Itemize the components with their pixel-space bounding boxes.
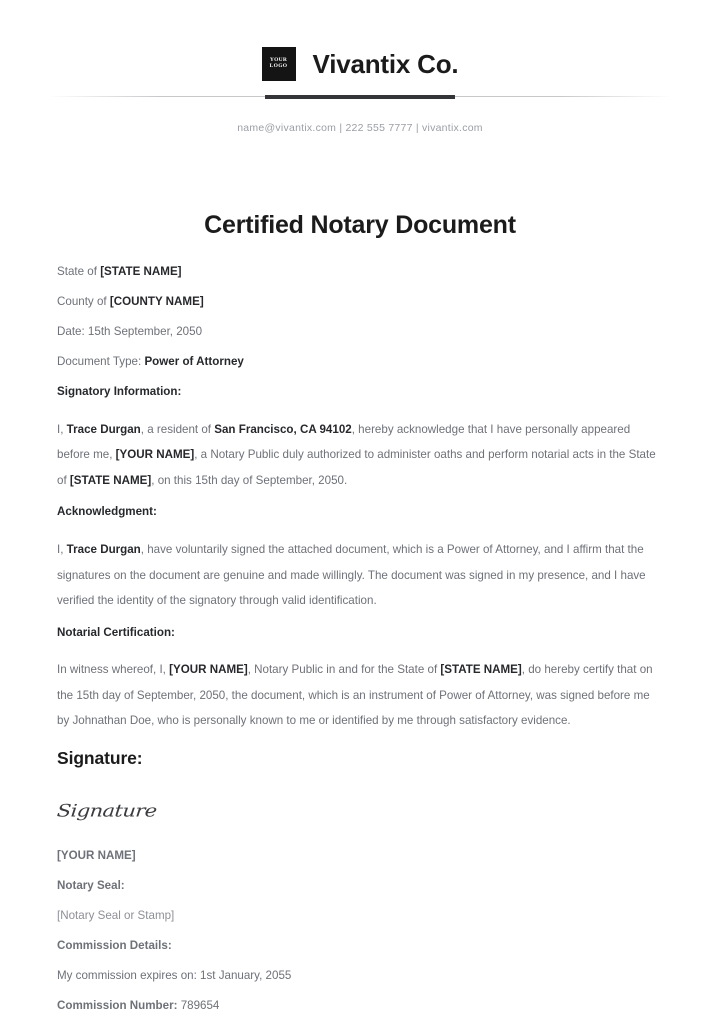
letterhead xyxy=(0,0,720,81)
page-title: Certified Notary Document xyxy=(204,211,516,239)
notarial-certification-paragraph xyxy=(57,657,665,734)
company-name: Vivantix Co. xyxy=(312,48,459,79)
logo-text-line-1: YOUR xyxy=(269,57,288,64)
commission-expiry: My commission expires on: 1st January, 2055 xyxy=(57,969,292,983)
field-document-type xyxy=(57,356,665,368)
signatory-your-name: [YOUR NAME] xyxy=(115,448,195,462)
commission-number-value: 789654 xyxy=(180,999,220,1013)
county-value: [COUNTY NAME] xyxy=(109,295,204,309)
certification-text-2: , Notary Public in and for the State of xyxy=(247,663,441,677)
notary-seal-heading xyxy=(57,880,665,892)
document-body xyxy=(0,266,720,1012)
certification-your-name: [YOUR NAME] xyxy=(169,663,248,677)
acknowledgment-text-2: , have voluntarily signed the attached document, which is a Power of Attorney, and I affirm that the signatures on the document are genuine and made willingly. The document was signed in my presence, and I have verified the identity of the signatory through valid identification. xyxy=(57,543,646,608)
contact-info: name@vivantix.com | 222 555 7777 | vivantix.com xyxy=(237,122,483,134)
header-divider xyxy=(0,95,720,99)
signatory-paragraph xyxy=(57,417,665,494)
field-county xyxy=(57,296,665,308)
signatory-text-2: , a resident of xyxy=(140,422,215,436)
field-date: Date: 15th September, 2050 xyxy=(57,325,203,339)
signatory-information-heading: Signatory Information: xyxy=(57,385,182,399)
signature-heading: Signature: xyxy=(57,747,143,768)
logo-text-line-2: LOGO xyxy=(269,63,288,69)
signatory-text-5: , on this 15th day of September, 2050. xyxy=(151,473,348,487)
handwritten-signature-mark: Signature xyxy=(56,800,158,821)
notary-details-block xyxy=(57,850,665,1012)
state-label: State of xyxy=(57,265,101,278)
commission-details-label: Commission Details: xyxy=(57,938,172,952)
document-type-label: Document Type: xyxy=(57,355,145,369)
commission-number-label: Commission Number: xyxy=(57,999,181,1013)
divider-accent-bar xyxy=(265,95,455,99)
signatory-text-1: I, xyxy=(57,422,67,436)
commission-details-heading xyxy=(57,940,665,952)
document-type-value: Power of Attorney xyxy=(144,355,244,369)
signatory-text-3: , hereby acknowledge that I have personally appeared before me, xyxy=(57,422,631,462)
county-label: County of xyxy=(57,295,110,309)
notary-name xyxy=(57,850,665,862)
notarial-certification-heading: Notarial Certification: xyxy=(57,625,175,639)
certification-text-1: In witness whereof, I, xyxy=(57,663,170,677)
commission-number xyxy=(57,1000,665,1012)
notary-seal-label: Notary Seal: xyxy=(57,878,125,892)
field-state xyxy=(57,266,665,278)
acknowledgment-name: Trace Durgan xyxy=(66,543,141,557)
company-logo-icon xyxy=(262,47,296,81)
notary-seal-placeholder: [Notary Seal or Stamp] xyxy=(57,908,175,922)
acknowledgment-text-1: I, xyxy=(57,543,67,557)
notary-name-value: [YOUR NAME] xyxy=(57,848,136,862)
acknowledgment-heading: Acknowledgment: xyxy=(57,505,157,519)
certification-text-3: , do hereby certify that on the 15th day of September, 2050, the document, which is an instrument of Power of Attorney, was signed before me by Johnathan Doe, who is personally known to me or identified by me through satisfactory evidence. xyxy=(57,663,653,728)
acknowledgment-paragraph xyxy=(57,537,665,614)
signatory-state-name: [STATE NAME] xyxy=(69,473,152,487)
signatory-address: San Francisco, CA 94102 xyxy=(214,422,352,436)
signatory-name: Trace Durgan xyxy=(66,422,141,436)
signatory-text-4: , a Notary Public duly authorized to administer oaths and perform notarial acts in the State of xyxy=(57,448,656,487)
state-value: [STATE NAME] xyxy=(100,265,182,278)
certification-state-name: [STATE NAME] xyxy=(440,663,522,677)
